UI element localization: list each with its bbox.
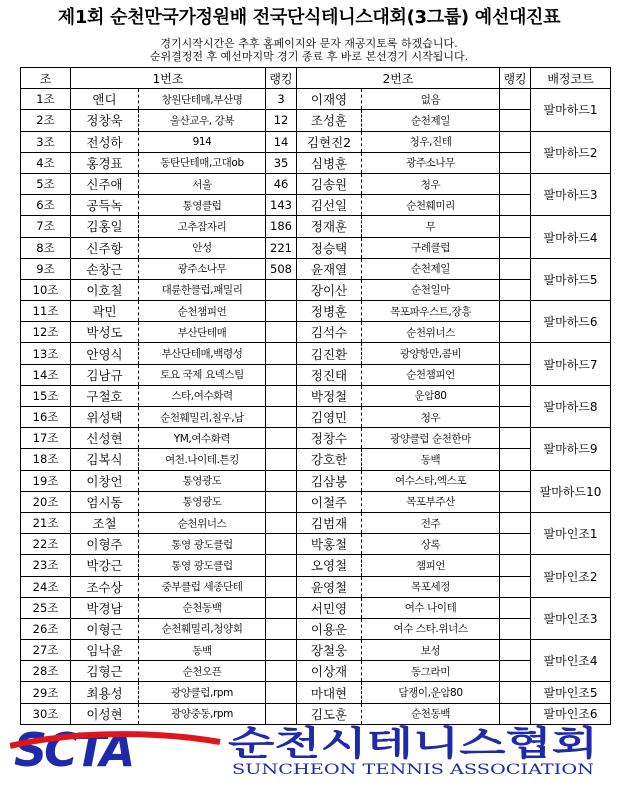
group-cell: 27조	[21, 640, 71, 661]
player2-name: 윤영철	[297, 576, 362, 597]
player2-rank	[500, 343, 531, 364]
player1-name: 이호칠	[71, 279, 139, 300]
player1-name: 김남규	[71, 364, 139, 385]
player1-name: 홍경표	[71, 152, 139, 173]
group-cell: 13조	[21, 343, 71, 364]
court-assignment: 팔마하드9	[531, 428, 611, 470]
player1-rank	[266, 364, 297, 385]
group-cell: 26조	[21, 618, 71, 639]
group-cell: 24조	[21, 576, 71, 597]
player1-name: 조수상	[71, 576, 139, 597]
player1-club: 중부클럽 세종단테	[139, 576, 266, 597]
group-cell: 8조	[21, 237, 71, 258]
player2-name: 심병훈	[297, 152, 362, 173]
player2-name: 이재영	[297, 89, 362, 110]
table-row	[21, 131, 611, 152]
header-row	[21, 68, 611, 89]
player1-name: 신주애	[71, 173, 139, 194]
player2-club: 상록	[362, 534, 500, 555]
player2-rank	[500, 640, 531, 661]
player2-club: 전주	[362, 512, 500, 533]
player1-name: 신주항	[71, 237, 139, 258]
player1-name: 박성도	[71, 322, 139, 343]
player2-rank	[500, 110, 531, 131]
group-cell: 6조	[21, 195, 71, 216]
player2-rank	[500, 131, 531, 152]
player1-rank	[266, 512, 297, 533]
player2-club: 목포파우스트,장흥	[362, 301, 500, 322]
player2-club: 동그라미	[362, 661, 500, 682]
player2-rank	[500, 555, 531, 576]
group-cell: 15조	[21, 385, 71, 406]
table-row	[21, 534, 611, 555]
group-cell: 1조	[21, 89, 71, 110]
table-row	[21, 258, 611, 279]
player2-club: 순천제일	[362, 110, 500, 131]
player1-name: 구철호	[71, 385, 139, 406]
header-rank1: 랭킹	[266, 68, 297, 89]
table-row	[21, 491, 611, 512]
player1-name: 엄시동	[71, 491, 139, 512]
player1-club: 대륜한클럽,패밀리	[139, 279, 266, 300]
table-row	[21, 237, 611, 258]
player2-name: 김범재	[297, 512, 362, 533]
player1-club: 통영광도	[139, 470, 266, 491]
table-row	[21, 110, 611, 131]
notice	[20, 37, 598, 63]
group-cell: 12조	[21, 322, 71, 343]
player1-name: 곽민	[71, 301, 139, 322]
player1-name: 전성하	[71, 131, 139, 152]
table-row	[21, 364, 611, 385]
player1-name: 최용성	[71, 682, 139, 703]
player1-name: 김복식	[71, 449, 139, 470]
player1-name: 신성현	[71, 428, 139, 449]
draw-table-body	[21, 89, 611, 725]
player2-club: 무	[362, 216, 500, 237]
group-cell: 17조	[21, 428, 71, 449]
court-assignment: 팔마인조6	[531, 703, 611, 724]
player2-rank	[500, 322, 531, 343]
court-assignment: 팔마하드3	[531, 173, 611, 215]
player1-rank	[266, 597, 297, 618]
table-row	[21, 343, 611, 364]
player2-club: 청우	[362, 407, 500, 428]
court-assignment: 팔마인조5	[531, 682, 611, 703]
player2-name: 김진환	[297, 343, 362, 364]
table-row	[21, 152, 611, 173]
player1-name: 이형근	[71, 618, 139, 639]
player2-name: 정승택	[297, 237, 362, 258]
player2-name: 장이산	[297, 279, 362, 300]
table-row	[21, 173, 611, 194]
player2-club: 구례클럽	[362, 237, 500, 258]
player1-club: 안성	[139, 237, 266, 258]
group-cell: 14조	[21, 364, 71, 385]
player1-rank	[266, 618, 297, 639]
player1-name: 앤디	[71, 89, 139, 110]
player2-rank	[500, 534, 531, 555]
player2-name: 장철웅	[297, 640, 362, 661]
player1-rank: 35	[266, 152, 297, 173]
court-assignment: 팔마인조1	[531, 512, 611, 554]
player2-rank	[500, 470, 531, 491]
player1-rank: 12	[266, 110, 297, 131]
player2-name: 김현진2	[297, 131, 362, 152]
player1-rank	[266, 661, 297, 682]
player2-rank	[500, 301, 531, 322]
player1-rank	[266, 428, 297, 449]
player1-club: 통영클럽	[139, 195, 266, 216]
table-row	[21, 555, 611, 576]
player2-club: 보성	[362, 640, 500, 661]
player1-rank: 508	[266, 258, 297, 279]
player2-rank	[500, 258, 531, 279]
table-row	[21, 470, 611, 491]
player2-name: 이철주	[297, 491, 362, 512]
player2-name: 강호한	[297, 449, 362, 470]
court-assignment: 팔마하드8	[531, 385, 611, 427]
group-cell: 2조	[21, 110, 71, 131]
player1-rank	[266, 576, 297, 597]
player1-rank: 46	[266, 173, 297, 194]
group-cell: 9조	[21, 258, 71, 279]
player1-club: 동백	[139, 640, 266, 661]
player1-name: 박강근	[71, 555, 139, 576]
court-assignment: 팔마하드10	[531, 470, 611, 512]
player2-rank	[500, 597, 531, 618]
player2-rank	[500, 576, 531, 597]
player1-club: 순천위너스	[139, 512, 266, 533]
table-row	[21, 89, 611, 110]
table-row	[21, 407, 611, 428]
group-cell: 3조	[21, 131, 71, 152]
court-assignment: 팔마인조3	[531, 597, 611, 639]
player1-rank	[266, 301, 297, 322]
player1-rank	[266, 322, 297, 343]
player1-name: 정창욱	[71, 110, 139, 131]
player2-name: 이상재	[297, 661, 362, 682]
player2-name: 오영철	[297, 555, 362, 576]
player1-club: 광주소나무	[139, 258, 266, 279]
player2-name: 서민영	[297, 597, 362, 618]
player1-club: 여천.나이테.튼킹	[139, 449, 266, 470]
table-row	[21, 682, 611, 703]
player2-club: 목포세정	[362, 576, 500, 597]
notice-line-2: 순위결정전 후 예선마지막 경기 종료 후 바로 본선경기 시작됩니다.	[149, 50, 469, 63]
court-assignment: 팔마하드6	[531, 301, 611, 343]
player2-club: 여수 나이테	[362, 597, 500, 618]
group-cell: 20조	[21, 491, 71, 512]
player1-name: 박경남	[71, 597, 139, 618]
group-cell: 21조	[21, 512, 71, 533]
player1-name: 공득녹	[71, 195, 139, 216]
player2-name: 박홍철	[297, 534, 362, 555]
player2-rank	[500, 512, 531, 533]
player2-name: 김삼봉	[297, 470, 362, 491]
court-assignment: 팔마인조4	[531, 640, 611, 682]
player2-rank	[500, 661, 531, 682]
notice-line-1: 경기시작시간은 추후 홈페이지와 문자 재공지토록 하겠습니다.	[160, 37, 458, 50]
player1-rank	[266, 385, 297, 406]
player2-club: 담쟁이,운암80	[362, 682, 500, 703]
group-cell: 10조	[21, 279, 71, 300]
court-assignment: 팔마하드4	[531, 216, 611, 258]
player1-rank: 3	[266, 89, 297, 110]
player2-name: 윤재열	[297, 258, 362, 279]
player1-club: 부산단테매,백령성	[139, 343, 266, 364]
table-row	[21, 661, 611, 682]
player1-rank	[266, 534, 297, 555]
player2-club: 운암80	[362, 385, 500, 406]
player1-rank: 221	[266, 237, 297, 258]
player2-name: 박정철	[297, 385, 362, 406]
court-assignment: 팔마하드5	[531, 258, 611, 300]
header-player1: 1번조	[71, 68, 266, 89]
player1-rank	[266, 407, 297, 428]
court-assignment: 팔마하드7	[531, 343, 611, 385]
player1-name: 안영식	[71, 343, 139, 364]
player2-name: 이용운	[297, 618, 362, 639]
player1-club: 통영광도	[139, 491, 266, 512]
player1-club: 동탄단테매,고대ob	[139, 152, 266, 173]
player2-rank	[500, 618, 531, 639]
player1-club: 고추잠자리	[139, 216, 266, 237]
player1-club: 통영 광도클럽	[139, 555, 266, 576]
player1-rank: 14	[266, 131, 297, 152]
table-row	[21, 449, 611, 470]
court-assignment: 팔마하드1	[531, 89, 611, 131]
player2-rank	[500, 152, 531, 173]
player2-club: 여수 스타.위너스	[362, 618, 500, 639]
player2-name: 김송원	[297, 173, 362, 194]
player2-name: 마대현	[297, 682, 362, 703]
group-cell: 23조	[21, 555, 71, 576]
court-assignment: 팔마하드2	[531, 131, 611, 173]
player1-name: 이창언	[71, 470, 139, 491]
player1-rank	[266, 640, 297, 661]
player2-rank	[500, 216, 531, 237]
player2-rank	[500, 428, 531, 449]
player2-club: 없음	[362, 89, 500, 110]
player1-name: 김홍일	[71, 216, 139, 237]
player1-rank	[266, 491, 297, 512]
table-row	[21, 279, 611, 300]
group-cell: 18조	[21, 449, 71, 470]
player2-rank	[500, 237, 531, 258]
player1-rank	[266, 682, 297, 703]
player2-club: 순천제일	[362, 258, 500, 279]
table-row	[21, 322, 611, 343]
group-cell: 28조	[21, 661, 71, 682]
header-group: 조	[21, 68, 71, 89]
player1-name: 위성택	[71, 407, 139, 428]
player1-club: 부산단테매	[139, 322, 266, 343]
player2-rank	[500, 364, 531, 385]
player1-rank	[266, 279, 297, 300]
table-row	[21, 512, 611, 533]
player1-name: 이형주	[71, 534, 139, 555]
group-cell: 16조	[21, 407, 71, 428]
player1-club: 순천훼밀리,청양회	[139, 618, 266, 639]
group-cell: 7조	[21, 216, 71, 237]
player2-name: 정창수	[297, 428, 362, 449]
group-cell: 22조	[21, 534, 71, 555]
player2-club: 순천일마	[362, 279, 500, 300]
player1-name: 조철	[71, 512, 139, 533]
scta-mark	[10, 723, 220, 777]
player1-club: YM,여수화력	[139, 428, 266, 449]
group-cell: 30조	[21, 703, 71, 724]
player1-rank	[266, 555, 297, 576]
player2-rank	[500, 385, 531, 406]
player1-club: 순천오픈	[139, 661, 266, 682]
player2-name: 정재훈	[297, 216, 362, 237]
player1-club: 순천훼밀리,칠우,남	[139, 407, 266, 428]
player2-name: 김도훈	[297, 703, 362, 724]
player2-rank	[500, 89, 531, 110]
table-row	[21, 618, 611, 639]
player2-club: 순천위너스	[362, 322, 500, 343]
player2-club: 순천훼미리	[362, 195, 500, 216]
group-cell: 19조	[21, 470, 71, 491]
player1-rank: 186	[266, 216, 297, 237]
table-row	[21, 428, 611, 449]
player1-club: 서울	[139, 173, 266, 194]
player1-club: 순천챔피언	[139, 301, 266, 322]
svg-text:SCTA: SCTA	[14, 723, 133, 777]
player2-club: 목포부주산	[362, 491, 500, 512]
draw-table	[20, 67, 611, 725]
page-title: 제1회 순천만국가정원배 전국단식테니스대회(3그룹) 예선대진표	[57, 7, 561, 28]
header-court: 배정코트	[531, 68, 611, 89]
table-row	[21, 301, 611, 322]
player1-name: 이성현	[71, 703, 139, 724]
player1-club: 광양중동,rpm	[139, 703, 266, 724]
table-row	[21, 640, 611, 661]
player2-club: 광양항만,콤비	[362, 343, 500, 364]
player1-name: 임낙윤	[71, 640, 139, 661]
player2-name: 김영민	[297, 407, 362, 428]
player1-rank	[266, 470, 297, 491]
group-cell: 4조	[21, 152, 71, 173]
player2-club: 여수스타,엑스포	[362, 470, 500, 491]
player1-name: 김형근	[71, 661, 139, 682]
player2-club: 챔피언	[362, 555, 500, 576]
player2-name: 정진태	[297, 364, 362, 385]
player1-club: 울산교우, 강북	[139, 110, 266, 131]
player2-rank	[500, 195, 531, 216]
player2-club: 동백	[362, 449, 500, 470]
player2-name: 김석수	[297, 322, 362, 343]
court-assignment: 팔마인조2	[531, 555, 611, 597]
player1-club: 광양클럽,rpm	[139, 682, 266, 703]
player2-club: 청우,진테	[362, 131, 500, 152]
group-cell: 29조	[21, 682, 71, 703]
table-row	[21, 216, 611, 237]
table-row	[21, 195, 611, 216]
player1-club: 창원단테매,부산명	[139, 89, 266, 110]
player1-club: 914	[139, 131, 266, 152]
player1-rank	[266, 343, 297, 364]
header-rank2: 랭킹	[500, 68, 531, 89]
player2-name: 김선일	[297, 195, 362, 216]
player1-rank	[266, 449, 297, 470]
table-row	[21, 576, 611, 597]
player2-name: 정병훈	[297, 301, 362, 322]
player2-rank	[500, 279, 531, 300]
player2-club: 광양클럽 순천한마	[362, 428, 500, 449]
table-row	[21, 597, 611, 618]
player2-rank	[500, 407, 531, 428]
player2-club: 청우	[362, 173, 500, 194]
player2-club: 순천챔피언	[362, 364, 500, 385]
scta-logo	[10, 722, 608, 778]
player2-name: 조성훈	[297, 110, 362, 131]
player1-name: 손창근	[71, 258, 139, 279]
table-row	[21, 385, 611, 406]
player2-rank	[500, 682, 531, 703]
association-english: SUNCHEON TENNIS ASSOCIATION	[232, 762, 594, 778]
group-cell: 5조	[21, 173, 71, 194]
player2-club: 광주소나무	[362, 152, 500, 173]
player2-rank	[500, 449, 531, 470]
player1-club: 통영 광도클럽	[139, 534, 266, 555]
player2-rank	[500, 491, 531, 512]
group-cell: 25조	[21, 597, 71, 618]
player1-club: 토요 국제 요넥스팀	[139, 364, 266, 385]
player2-rank	[500, 173, 531, 194]
group-cell: 11조	[21, 301, 71, 322]
player1-rank: 143	[266, 195, 297, 216]
association-name: 순천시테니스협회	[228, 724, 598, 764]
header-player2: 2번조	[297, 68, 500, 89]
player1-club: 순천동백	[139, 597, 266, 618]
player2-club: 순천동백	[362, 703, 500, 724]
player1-club: 스타,여수화력	[139, 385, 266, 406]
